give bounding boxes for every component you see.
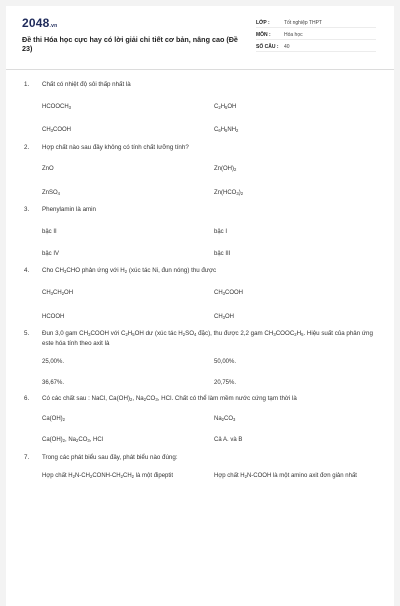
option[interactable]: Cả A. và B <box>214 437 243 443</box>
option[interactable]: $Zn(OH)_2$ <box>214 166 237 172</box>
option[interactable]: $Ca(OH)_2$, $Na_2CO_3$, HCl <box>42 437 104 443</box>
question-6: 6. Có các chất sau : NaCl, $Ca(OH)_2$, $Na_2CO_3$, HCl. Chất có thể làm mềm nước cứng tạm thời là $Ca(OH)_2$ $Na_2CO_3$ $Ca(OH)_2$, $Na_2CO_3$, HCl Cả A. và B <box>24 395 378 446</box>
site-logo[interactable]: 2048.vn <box>22 16 58 30</box>
option[interactable]: Hợp chất $H_2N$-COOH là một amino axit đơn giản nhất <box>214 473 357 479</box>
option[interactable]: $Zn(HCO_3)_2$ <box>214 189 244 196</box>
question-1: 1. Chất có nhiệt độ sôi thấp nhất là $HCOOCH_3$ $C_2H_5OH$ $CH_3COOH$ $C_6H_5NH_2$ <box>24 81 378 136</box>
option[interactable]: HCOOH <box>42 313 65 320</box>
option[interactable]: 25,00%. <box>42 359 65 365</box>
option[interactable]: $CH_3CH_2OH$ <box>42 290 74 296</box>
meta-subject: MÔN : Hóa học <box>256 30 376 40</box>
question-7: 7. Trong các phát biểu sau đây, phát biểu nào đúng: Hợp chất $H_2N-CH_2CONH-CH_2CH_2$ là một đipeptit Hợp chất $H_2N$-COOH là một amino axit đơn giản nhất <box>24 454 378 482</box>
question-3: 3. Phenylamin là amin bậc II bậc I bậc IV bậc III <box>24 206 378 259</box>
exam-page <box>6 6 394 606</box>
meta-question-count: SỐ CÂU : 40 <box>256 42 376 52</box>
exam-meta <box>256 18 376 54</box>
question-4: 4. Cho $CH_3CHO$ phản ứng với $H_2$ (xúc tác Ni, đun nóng) thu được $CH_3CH_2OH$ $CH_3COOH$ HCOOH $CH_3OH$ <box>24 267 378 323</box>
option[interactable]: 20,75%. <box>214 379 237 386</box>
meta-class: LỚP : Tốt nghiệp THPT <box>256 18 376 28</box>
exam-header <box>6 6 394 70</box>
question-list <box>6 70 394 482</box>
option[interactable]: Hợp chất $H_2N-CH_2CONH-CH_2CH_2$ là một đipeptit <box>42 473 174 479</box>
option[interactable]: $Ca(OH)_2$ <box>42 415 66 422</box>
option[interactable]: $Na_2CO_3$ <box>214 415 236 422</box>
option[interactable]: ZnO <box>42 166 54 172</box>
option[interactable]: $C_2H_5OH$ <box>214 103 237 110</box>
option[interactable]: $HCOOCH_3$ <box>42 103 72 110</box>
option[interactable]: 50,00%. <box>214 359 237 365</box>
option[interactable]: bậc I <box>214 228 228 235</box>
option[interactable]: $CH_3COOH$ <box>42 127 72 133</box>
question-2: 2. Hợp chất nào sau đây không có tính chất lưỡng tính? ZnO $Zn(OH)_2$ ZnSO$_4$ $Zn(HCO_3)_2$ <box>24 144 378 199</box>
question-5: 5. Đun 3,0 gam $CH_3COOH$ với $C_2H_5OH$ dư (xúc tác $H_2SO_4$ đặc), thu được 2,2 gam $CH_3COOC_2H_5$. Hiệu suất của phản ứng este hóa tính theo axit là 25,00%. 50,00%. 36,67%. 20,75%. <box>24 330 378 387</box>
exam-title: Đề thi Hóa học cực hay có lời giải chi tiết cơ bản, nâng cao (Đề 23) <box>22 35 238 53</box>
option[interactable]: $C_6H_5NH_2$ <box>214 127 239 133</box>
option[interactable]: bậc II <box>42 228 57 235</box>
option[interactable]: $CH_3COOH$ <box>214 290 244 296</box>
option[interactable]: bậc III <box>214 251 231 257</box>
option[interactable]: ZnSO$_4$ <box>42 189 61 196</box>
option[interactable]: 36,67%. <box>42 379 65 386</box>
option[interactable]: $CH_3OH$ <box>214 313 235 320</box>
option[interactable]: bậc IV <box>42 251 60 257</box>
